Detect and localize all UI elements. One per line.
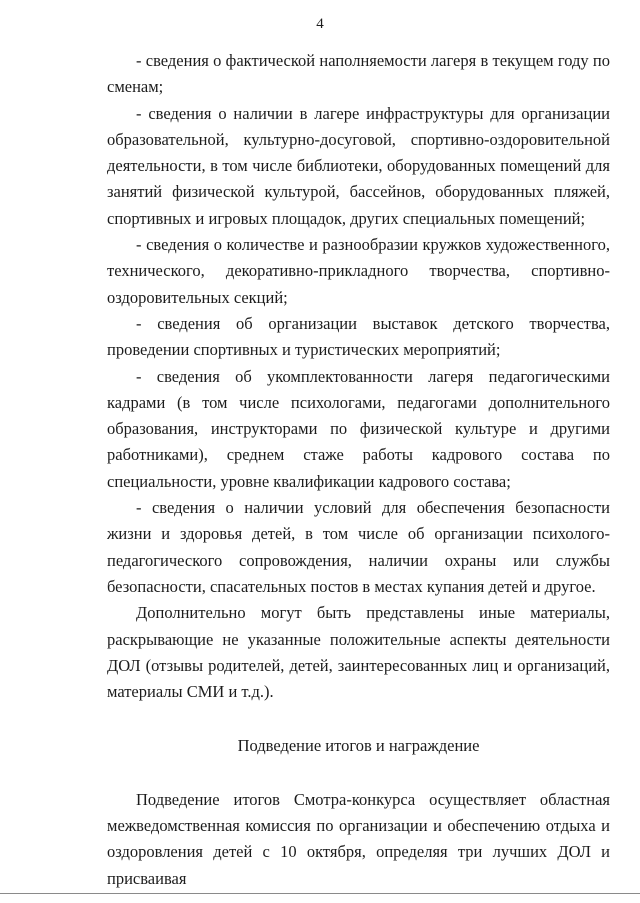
document-body — [107, 48, 610, 892]
section-heading: Подведение итогов и награждение — [237, 736, 480, 756]
paragraph-occupancy: - сведения о фактической наполняемости лагеря в текущем году по сменам; — [107, 51, 610, 97]
page-bottom-edge — [0, 893, 640, 894]
paragraph-summary: Подведение итогов Смотра-конкурса осуществляет областная межведомственная комиссия по организации и обеспечению отдыха и оздоровления детей с 10 октября, определяя три лучших ДОЛ и присваивая — [107, 789, 610, 888]
page-number: 4 — [316, 16, 324, 32]
paragraph-safety: - сведения о наличии условий для обеспечения безопасности жизни и здоровья детей, в том числе об организации психолого-педагогического сопровождения, наличии охраны или службы безопасности, спасательных постов в местах купания детей и другое. — [107, 498, 610, 596]
paragraph-additional-materials: Дополнительно могут быть представлены иные материалы, раскрывающие не указанные положительные аспекты деятельности ДОЛ (отзывы родителей, детей, заинтересованных лиц и организаций, материалы СМИ и т.д.). — [107, 603, 610, 702]
paragraph-staffing: - сведения об укомплектованности лагеря педагогическими кадрами (в том числе психологами, педагогами дополнительного образования, инструкторами по физической культуре и другими работниками), среднем стаже работы кадрового состава по специальности, уровне квалификации кадрового состава; — [107, 366, 610, 491]
paragraph-clubs: - сведения о количестве и разнообразии кружков художественного, технического, декоративно-прикладного творчества, спортивно-оздоровительных секций; — [107, 235, 610, 307]
paragraph-exhibitions: - сведения об организации выставок детского творчества, проведении спортивных и туристических мероприятий; — [107, 313, 610, 360]
paragraph-infrastructure: - сведения о наличии в лагере инфраструктуры для организации образовательной, культурно-досуговой, спортивно-оздоровительной деятельности, в том числе библиотеки, оборудованных помещений для занятий физической культурой, бассейнов, оборудованных пляжей, спортивных и игровых площадок, других специальных помещений; — [107, 103, 610, 228]
